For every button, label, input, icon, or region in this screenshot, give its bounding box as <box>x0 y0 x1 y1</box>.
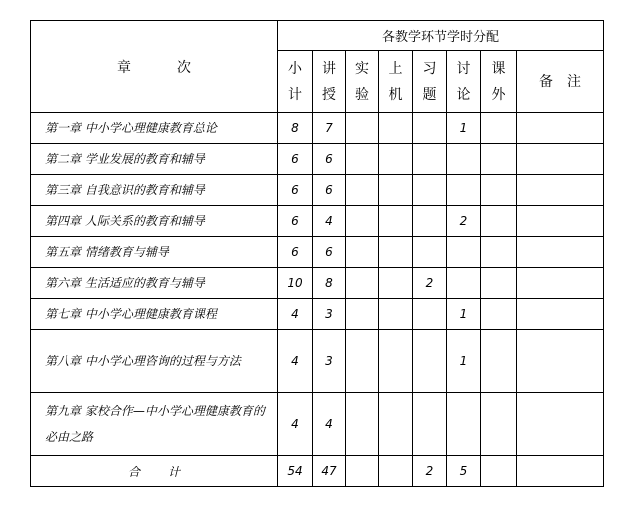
total-label: 合 计 <box>31 456 278 487</box>
total-row <box>31 456 604 487</box>
cell-discussion <box>447 237 481 268</box>
table-row <box>31 144 604 175</box>
cell-subtotal: 6 <box>278 144 313 175</box>
chapter-header <box>31 21 278 113</box>
cell-extracurricular <box>481 113 517 144</box>
header-row-group <box>31 21 604 51</box>
cell-lecture: 7 <box>313 113 346 144</box>
cell-experiment <box>346 299 379 330</box>
cell-lecture: 6 <box>313 237 346 268</box>
chapter-title: 第三章 自我意识的教育和辅导 <box>31 175 278 206</box>
cell-extracurricular <box>481 299 517 330</box>
table-row <box>31 237 604 268</box>
cell-lecture: 6 <box>313 175 346 206</box>
cell-lecture: 8 <box>313 268 346 299</box>
cell-remarks <box>517 237 604 268</box>
cell-experiment <box>346 113 379 144</box>
chapter-title: 第八章 中小学心理咨询的过程与方法 <box>31 330 278 393</box>
group-header: 各教学环节学时分配 <box>278 21 604 51</box>
cell-computer <box>379 393 413 456</box>
cell-remarks <box>517 268 604 299</box>
cell-experiment <box>346 330 379 393</box>
col-header-remarks: 备 注 <box>517 51 604 113</box>
cell-exercise <box>413 237 447 268</box>
cell-discussion: 1 <box>447 330 481 393</box>
cell-remarks <box>517 144 604 175</box>
total-discussion: 5 <box>447 456 481 487</box>
table-row <box>31 268 604 299</box>
hours-allocation-table <box>30 20 604 487</box>
cell-extracurricular <box>481 237 517 268</box>
cell-computer <box>379 206 413 237</box>
cell-remarks <box>517 175 604 206</box>
chapter-title: 第四章 人际关系的教育和辅导 <box>31 206 278 237</box>
cell-subtotal: 10 <box>278 268 313 299</box>
cell-computer <box>379 175 413 206</box>
cell-exercise <box>413 393 447 456</box>
total-lecture: 47 <box>313 456 346 487</box>
col-header-lecture: 讲 授 <box>313 51 346 113</box>
cell-discussion <box>447 393 481 456</box>
total-remarks <box>517 456 604 487</box>
cell-subtotal: 6 <box>278 237 313 268</box>
cell-lecture: 3 <box>313 299 346 330</box>
cell-extracurricular <box>481 206 517 237</box>
cell-experiment <box>346 237 379 268</box>
chapter-title: 第五章 情绪教育与辅导 <box>31 237 278 268</box>
table-row <box>31 330 604 393</box>
cell-exercise <box>413 206 447 237</box>
cell-remarks <box>517 393 604 456</box>
cell-exercise <box>413 175 447 206</box>
cell-subtotal: 4 <box>278 393 313 456</box>
cell-remarks <box>517 299 604 330</box>
table-row <box>31 299 604 330</box>
cell-exercise <box>413 144 447 175</box>
cell-experiment <box>346 144 379 175</box>
cell-discussion <box>447 144 481 175</box>
cell-experiment <box>346 268 379 299</box>
chapter-title: 第七章 中小学心理健康教育课程 <box>31 299 278 330</box>
col-header-exercise: 习 题 <box>413 51 447 113</box>
cell-extracurricular <box>481 268 517 299</box>
total-extracurricular <box>481 456 517 487</box>
cell-extracurricular <box>481 175 517 206</box>
cell-subtotal: 8 <box>278 113 313 144</box>
col-header-computer: 上 机 <box>379 51 413 113</box>
total-exercise: 2 <box>413 456 447 487</box>
cell-computer <box>379 299 413 330</box>
cell-computer <box>379 113 413 144</box>
cell-computer <box>379 268 413 299</box>
cell-experiment <box>346 175 379 206</box>
cell-discussion <box>447 175 481 206</box>
cell-lecture: 3 <box>313 330 346 393</box>
table-row <box>31 393 604 456</box>
cell-extracurricular <box>481 144 517 175</box>
chapter-title: 第六章 生活适应的教育与辅导 <box>31 268 278 299</box>
col-header-subtotal: 小 计 <box>278 51 313 113</box>
cell-computer <box>379 330 413 393</box>
col-header-discussion: 讨 论 <box>447 51 481 113</box>
cell-subtotal: 6 <box>278 175 313 206</box>
cell-exercise <box>413 330 447 393</box>
chapter-title: 第九章 家校合作—中小学心理健康教育的必由之路 <box>31 393 278 456</box>
cell-exercise <box>413 113 447 144</box>
cell-discussion: 2 <box>447 206 481 237</box>
cell-subtotal: 4 <box>278 299 313 330</box>
cell-experiment <box>346 393 379 456</box>
cell-remarks <box>517 113 604 144</box>
table-row <box>31 206 604 237</box>
chapter-title: 第二章 学业发展的教育和辅导 <box>31 144 278 175</box>
cell-subtotal: 4 <box>278 330 313 393</box>
table-row <box>31 113 604 144</box>
cell-experiment <box>346 206 379 237</box>
total-computer <box>379 456 413 487</box>
table-row <box>31 175 604 206</box>
cell-exercise <box>413 299 447 330</box>
chapter-header-right: 次 <box>177 59 191 76</box>
chapter-header-left: 章 <box>117 59 131 76</box>
cell-lecture: 4 <box>313 393 346 456</box>
col-header-experiment: 实 验 <box>346 51 379 113</box>
cell-exercise: 2 <box>413 268 447 299</box>
cell-computer <box>379 144 413 175</box>
cell-extracurricular <box>481 393 517 456</box>
cell-discussion: 1 <box>447 113 481 144</box>
cell-computer <box>379 237 413 268</box>
cell-discussion: 1 <box>447 299 481 330</box>
cell-lecture: 4 <box>313 206 346 237</box>
cell-remarks <box>517 330 604 393</box>
chapter-title: 第一章 中小学心理健康教育总论 <box>31 113 278 144</box>
total-experiment <box>346 456 379 487</box>
cell-discussion <box>447 268 481 299</box>
cell-lecture: 6 <box>313 144 346 175</box>
col-header-extracurricular: 课 外 <box>481 51 517 113</box>
total-subtotal: 54 <box>278 456 313 487</box>
cell-remarks <box>517 206 604 237</box>
cell-subtotal: 6 <box>278 206 313 237</box>
cell-extracurricular <box>481 330 517 393</box>
